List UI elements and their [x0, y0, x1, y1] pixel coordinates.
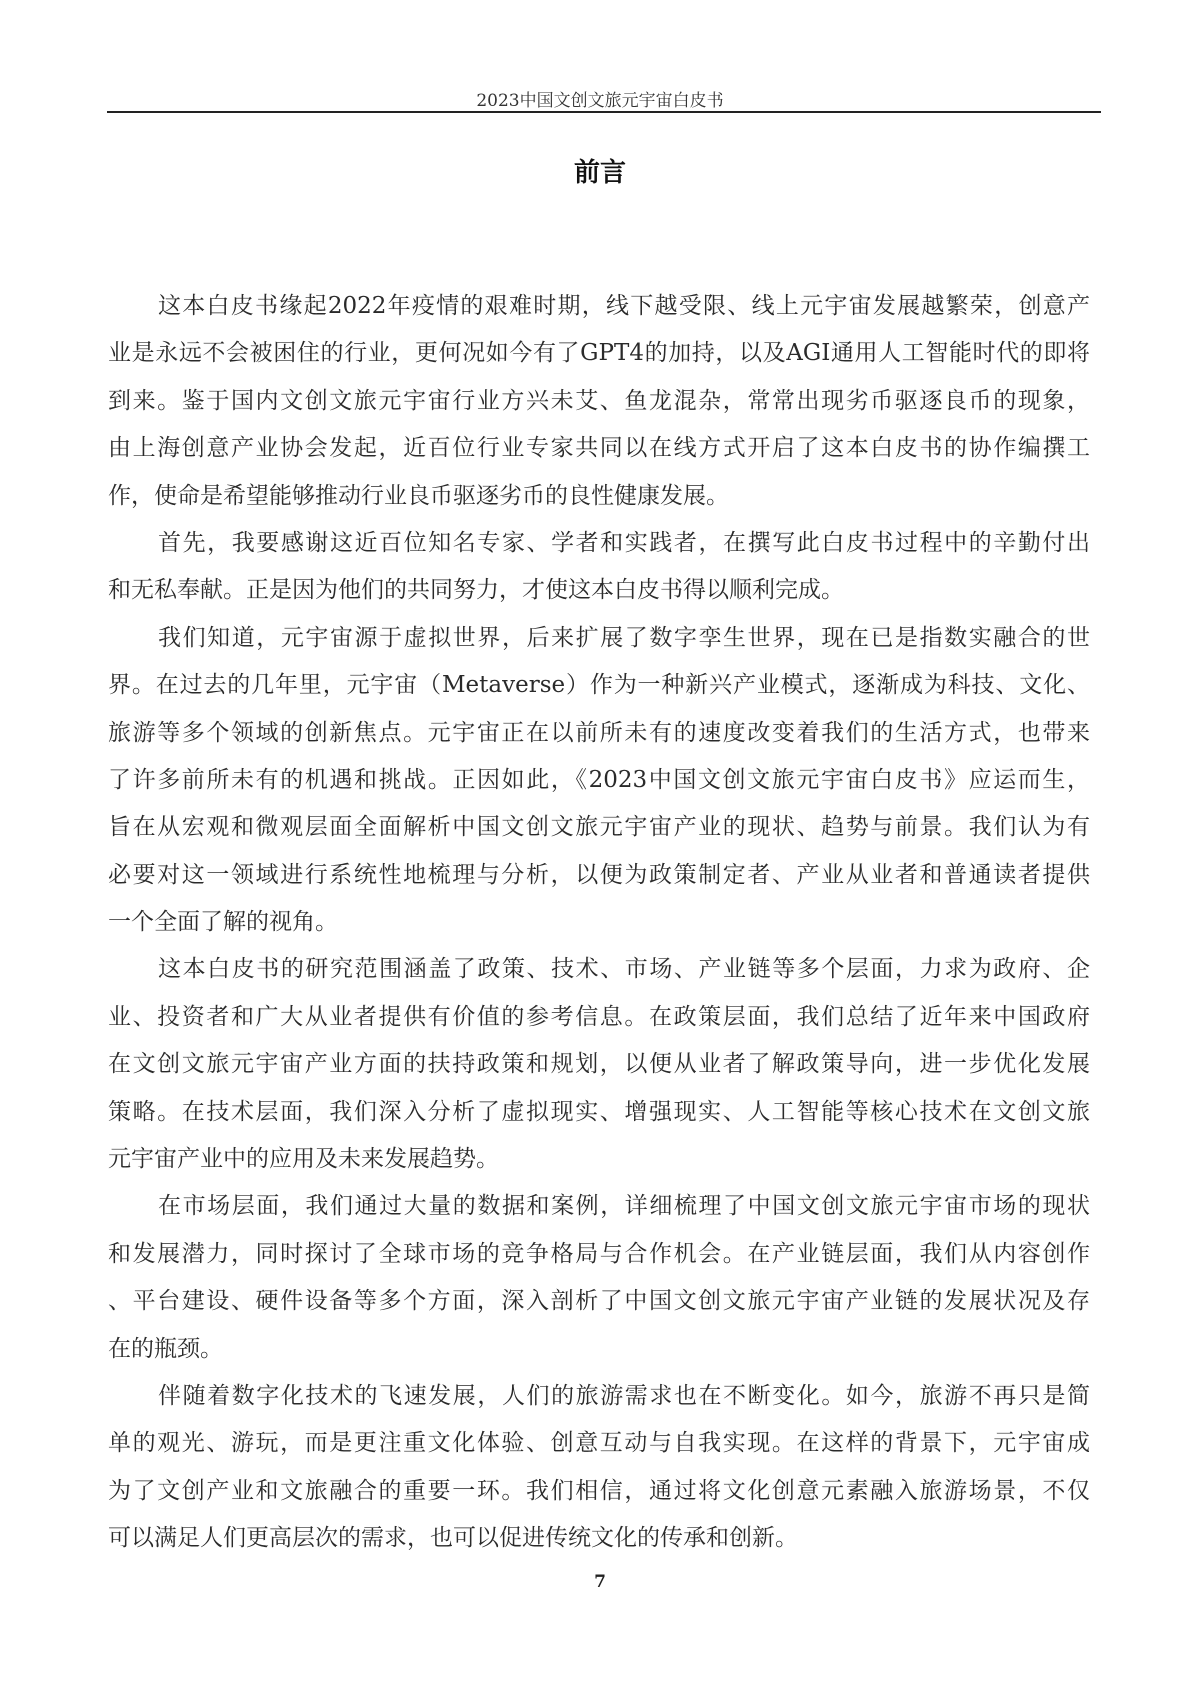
text-line: 旨在从宏观和微观层面全面解析中国文创文旅元宇宙产业的现状、趋势与前景。我们认为有 — [108, 814, 1090, 841]
text-line: 在市场层面，我们通过大量的数据和案例，详细梳理了中国文创文旅元宇宙市场的现状 — [158, 1193, 1090, 1220]
paragraph — [108, 523, 1090, 618]
text-line: 到来。鉴于国内文创文旅元宇宙行业方兴未艾、鱼龙混杂，常常出现劣币驱逐良币的现象， — [108, 387, 1090, 414]
text-line: 可以满足人们更高层次的需求，也可以促进传统文化的传承和创新。 — [108, 1525, 798, 1552]
text-line: 、平台建设、硬件设备等多个方面，深入剖析了中国文创文旅元宇宙产业链的发展状况及存 — [108, 1288, 1090, 1315]
paragraph — [108, 1376, 1090, 1566]
text-line: 旅游等多个领域的创新焦点。元宇宙正在以前所未有的速度改变着我们的生活方式，也带来 — [108, 719, 1090, 746]
text-line: 这本白皮书的研究范围涵盖了政策、技术、市场、产业链等多个层面，力求为政府、企 — [158, 956, 1090, 983]
running-header: 2023中国文创文旅元宇宙白皮书 — [476, 91, 724, 111]
text-line: 界。在过去的几年里，元宇宙（Metaverse）作为一种新兴产业模式，逐渐成为科技、文化、 — [108, 672, 1090, 699]
text-line: 作，使命是希望能够推动行业良币驱逐劣币的良性健康发展。 — [108, 482, 729, 509]
paragraph — [108, 618, 1090, 950]
text-line: 我们知道，元宇宙源于虚拟世界，后来扩展了数字孪生世界，现在已是指数实融合的世 — [158, 624, 1090, 651]
text-line: 和无私奉献。正是因为他们的共同努力，才使这本白皮书得以顺利完成。 — [108, 577, 844, 604]
text-line: 在文创文旅元宇宙产业方面的扶持政策和规划，以便从业者了解政策导向，进一步优化发展 — [108, 1051, 1090, 1078]
text-line: 在的瓶颈。 — [108, 1335, 223, 1362]
paragraph — [108, 1186, 1090, 1376]
page-title: 前言 — [573, 158, 626, 188]
page-number: 7 — [594, 1572, 606, 1592]
text-line: 单的观光、游玩，而是更注重文化体验、创意互动与自我实现。在这样的背景下，元宇宙成 — [108, 1430, 1090, 1457]
text-line: 了许多前所未有的机遇和挑战。正因如此，《2023中国文创文旅元宇宙白皮书》应运而生， — [108, 766, 1090, 793]
paragraph — [108, 286, 1090, 523]
text-line: 为了文创产业和文旅融合的重要一环。我们相信，通过将文化创意元素融入旅游场景，不仅 — [108, 1477, 1090, 1504]
text-line: 一个全面了解的视角。 — [108, 909, 338, 936]
text-line: 业、投资者和广大从业者提供有价值的参考信息。在政策层面，我们总结了近年来中国政府 — [108, 1003, 1090, 1030]
text-line: 和发展潜力，同时探讨了全球市场的竞争格局与合作机会。在产业链层面，我们从内容创作 — [108, 1240, 1090, 1267]
paragraph — [108, 949, 1090, 1186]
text-line: 策略。在技术层面，我们深入分析了虚拟现实、增强现实、人工智能等核心技术在文创文旅 — [108, 1098, 1090, 1125]
text-line: 必要对这一领域进行系统性地梳理与分析，以便为政策制定者、产业从业者和普通读者提供 — [108, 861, 1090, 888]
text-line: 业是永远不会被困住的行业，更何况如今有了GPT4的加持，以及AGI通用人工智能时代的即将 — [108, 340, 1090, 367]
text-line: 元宇宙产业中的应用及未来发展趋势。 — [108, 1146, 499, 1173]
text-line: 首先，我要感谢这近百位知名专家、学者和实践者，在撰写此白皮书过程中的辛勤付出 — [158, 529, 1090, 556]
text-line: 这本白皮书缘起2022年疫情的艰难时期，线下越受限、线上元宇宙发展越繁荣，创意产 — [158, 293, 1090, 319]
header-rule — [107, 111, 1101, 113]
text-line: 由上海创意产业协会发起，近百位行业专家共同以在线方式开启了这本白皮书的协作编撰工 — [108, 435, 1090, 462]
text-line: 伴随着数字化技术的飞速发展，人们的旅游需求也在不断变化。如今，旅游不再只是简 — [158, 1382, 1090, 1409]
body-text — [108, 286, 1090, 1566]
